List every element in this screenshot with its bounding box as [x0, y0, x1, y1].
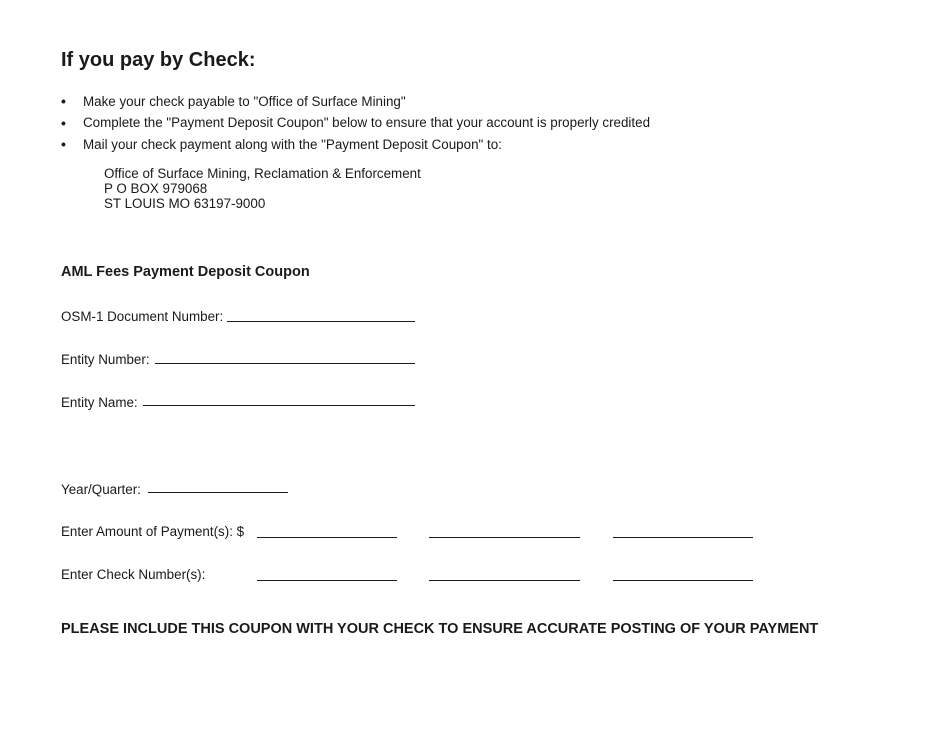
- entity-number-field[interactable]: [155, 363, 415, 364]
- check-number-field-1[interactable]: [257, 580, 397, 581]
- bullet-text-mail: Mail your check payment along with the "Payment Deposit Coupon" to:: [83, 137, 502, 152]
- bullet-marker: •: [61, 93, 66, 109]
- coupon-title: AML Fees Payment Deposit Coupon: [61, 264, 310, 280]
- amount-field-1[interactable]: [257, 537, 397, 538]
- check-number-field-3[interactable]: [613, 580, 753, 581]
- address-line-pobox: P O BOX 979068: [104, 181, 208, 196]
- year-quarter-label: Year/Quarter:: [61, 482, 141, 497]
- check-number-field-2[interactable]: [429, 580, 580, 581]
- address-line-org: Office of Surface Mining, Reclamation & Enforcement: [104, 166, 421, 181]
- bullet-text-complete-coupon: Complete the "Payment Deposit Coupon" below to ensure that your account is properly credited: [83, 115, 651, 130]
- entity-number-label: Entity Number:: [61, 352, 150, 367]
- page-title: If you pay by Check:: [61, 49, 256, 71]
- document-number-label: OSM-1 Document Number:: [61, 309, 224, 324]
- amount-field-3[interactable]: [613, 537, 753, 538]
- include-coupon-notice: PLEASE INCLUDE THIS COUPON WITH YOUR CHECK TO ENSURE ACCURATE POSTING OF YOUR PAYMENT: [61, 621, 819, 637]
- bullet-text-payable: Make your check payable to "Office of Surface Mining": [83, 94, 406, 109]
- entity-name-label: Entity Name:: [61, 395, 138, 410]
- bullet-marker: •: [61, 136, 66, 152]
- amount-field-2[interactable]: [429, 537, 580, 538]
- bullet-marker: •: [61, 115, 66, 131]
- document-number-field[interactable]: [227, 321, 415, 322]
- address-line-city: ST LOUIS MO 63197-9000: [104, 196, 266, 211]
- entity-name-field[interactable]: [143, 405, 415, 406]
- amount-label: Enter Amount of Payment(s): $: [61, 524, 245, 539]
- check-number-label: Enter Check Number(s):: [61, 567, 206, 582]
- year-quarter-field[interactable]: [148, 492, 288, 493]
